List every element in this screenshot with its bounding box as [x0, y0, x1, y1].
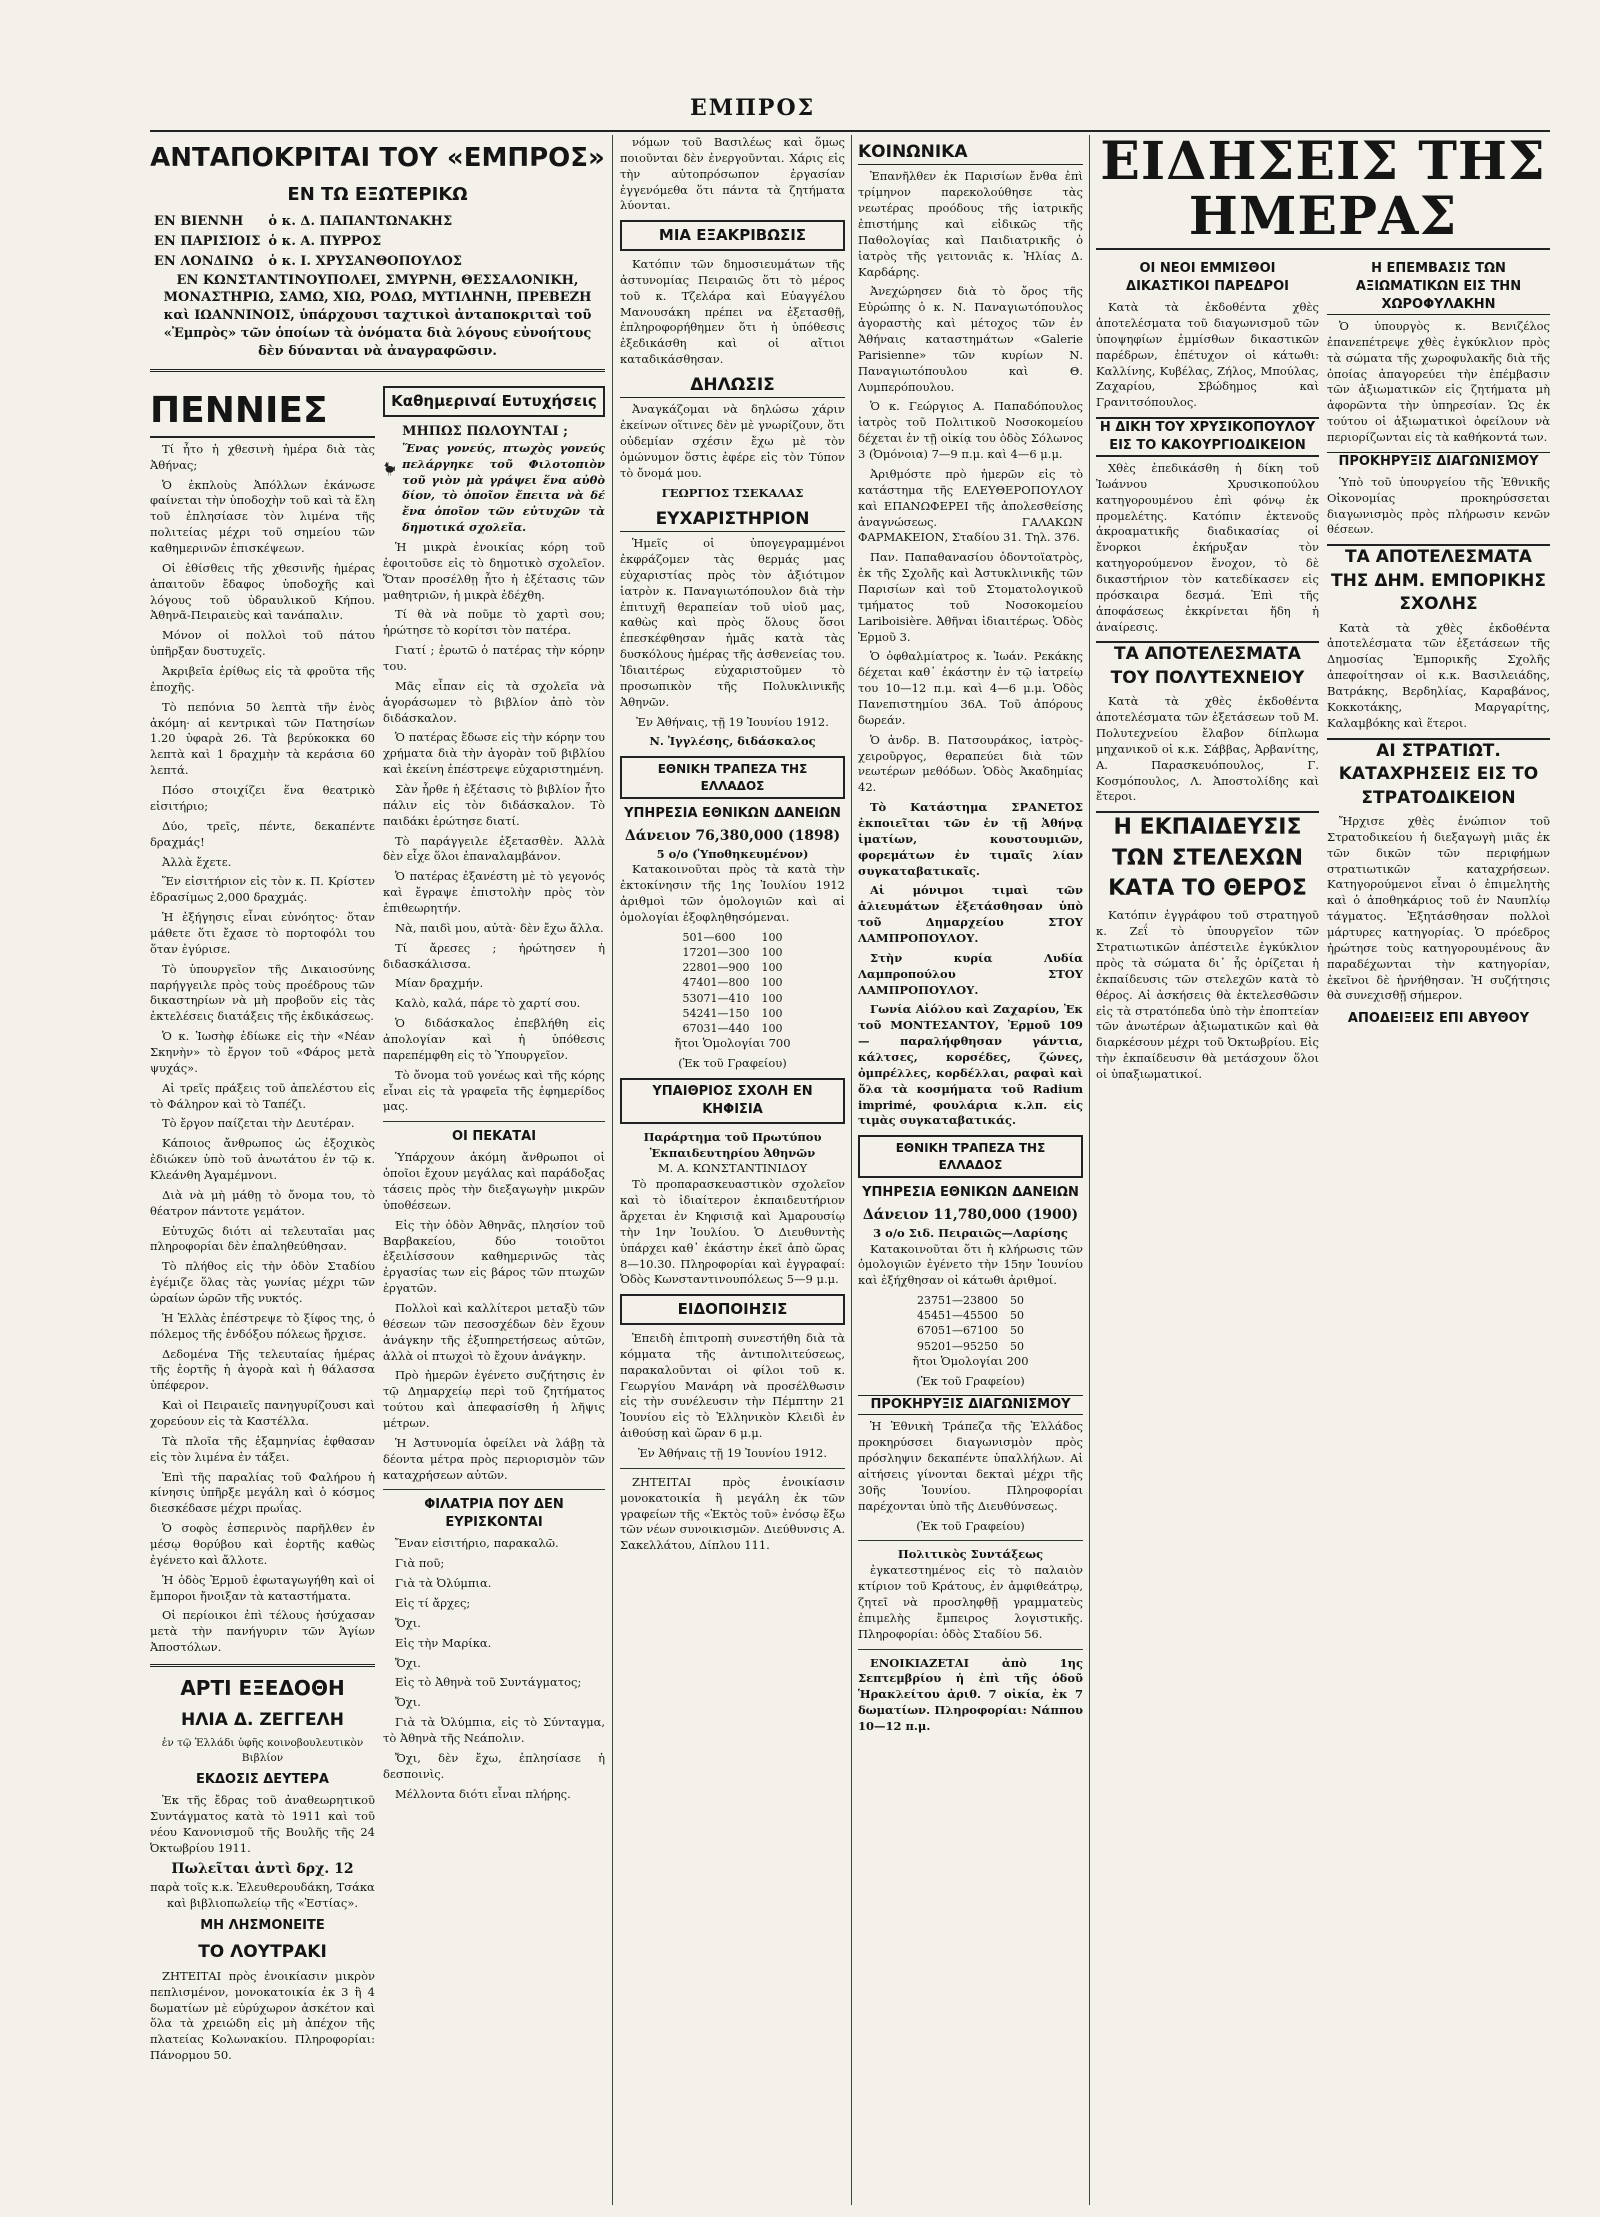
s9-title: ΑΠΟΔΕΙΞΕΙΣ ΕΠΙ ΑΒΥΘΟΥ [1347, 1011, 1530, 1027]
column-1 [150, 135, 605, 2205]
news-of-day-title: ΕΙΔΗΣΕΙΣ ΤΗΣ ΗΜΕΡΑΣ [1096, 135, 1550, 250]
s8-text: Ἤρχισε χθὲς ἐνώπιον τοῦ Στρατοδικείου ἡ διεξαγωγὴ μιᾶς ἐκ τῶν δικῶν τῶν περιφήμων στρατιωτικῶν καταχρήσεων. Κατηγορούμενοι εἶναι ὁ ἐπιμελητὴς καὶ ὁ ἀποθηκάριος τοῦ ἐν Ναυπλίῳ τάγματος. Ἐξητάσθησαν πολλοὶ μάρτυρες κατηγορίας. Ὁ πρόεδρος ἠρώτησε τοὺς κατηγορουμένους ἂν παραδέχωνται τὴν κατηγορίαν, ἐκεῖνοι δὲ ἠρνήθησαν. Ἡ συζήτησις θὰ συνεχισθῇ σήμερον. [1327, 813, 1550, 1003]
koinonika-item: Ὁ κ. Γεώργιος Α. Παπαδόπουλος ἰατρὸς τοῦ Πολιτικοῦ Νοσοκομείου δέχεται ἐν τῇ οἰκίᾳ του ὁδὸς Σόλωνος 3 (Ὀμόνοια) 7—9 π.μ. καὶ 4—6 μ.μ. [858, 399, 1083, 462]
pennies-para: Διὰ νὰ μὴ μάθῃ τὸ ὄνομα του, τὸ θέατρον πάντοτε γεμάτον. [150, 1187, 375, 1218]
s3-text: Κατὰ τὰ χθὲς ἐκδοθέντα ἀποτελέσματα τῶν ἐξετάσεων τοῦ Μ. Πολυτεχνείου ἔλαβον δίπλωμα μηχανικοῦ οἱ κ.κ. Σάββας, Ἀρβανίτης, Α. Παρασκευόπουλος, Γ. Κοσμόπουλος, Λ. Ἀποστολίδης καὶ ἕτεροι. [1096, 694, 1319, 804]
lot-range: 45451—45500 [917, 1309, 998, 1323]
efx-sign: Ν. Ἰγγλέσης, διδάσκαλος [649, 734, 816, 749]
lot-range: 67051—67100 [917, 1324, 998, 1338]
filatria-line: Ὄχι. [395, 1655, 421, 1670]
arti-shops: παρὰ τοῖς κ.κ. Ἐλευθερουδάκη, Τσάκα καὶ βιβλιοπωλείῳ τῆς «Ἑστίας». [150, 1879, 375, 1910]
s7-text: Κατὰ τὰ χθὲς ἐκδοθέντα ἀποτελέσματα τῶν ἐξετάσεων τῆς Δημοσίας Ἐμπορικῆς Σχολῆς ἀπεφοίτησαν οἱ κ.κ. Βασιλειάδης, Βατράκης, Βερδηλίας, Καραβάνος, Κοκκοτάκης, Μαργαρίτης, Καλαμβόκης καὶ ἕτεροι. [1327, 620, 1550, 730]
filatria-line: Ὄχι. [395, 1615, 421, 1630]
divider [383, 1121, 605, 1122]
koinonika-item: Ἀριθμόστε πρὸ ἡμερῶν εἰς τὸ κατάστημα τῆς ΕΛΕΥΘΕΡΟΠΟΥΛΟΥ καὶ ΕΠΑΝΩΦΕΡΕΙ τῆς ἀπολεσθείσης ἀναγνώσεως. ΓΑΛΑΚΩΝ ΦΑΡΜΑΚΕΙΟΝ, Σταδίου 31. Τηλ. 376. [858, 466, 1083, 545]
pennies-para: Τὸ ἔργον παίζεται τὴν Δευτέραν. [162, 1116, 355, 1131]
story-para: Ὁ διδάσκαλος ἐπεβλήθη εἰς ἀπολογίαν καὶ ἡ ὑπόθεσις παρεπέμφθη εἰς τὸ Ὑπουργεῖον. [383, 1016, 605, 1062]
pennies-para: Δεδομένα Τῆς τελευταίας ἡμέρας τῆς ἑορτῆς ἡ ἀγορὰ καὶ ἡ θάλασσα ὑπέφερον. [150, 1346, 375, 1393]
pennies-para: Τὸ πλήθος εἰς τὴν ὁδὸν Σταδίου ἐγέμιζε ὅλας τὰς γωνίας μέχρι τῶν ὡραίων ὡρῶν τῆς νυκτός. [150, 1259, 375, 1305]
pekatai-title: ΟΙ ΠΕΚΑΤΑΙ [451, 1129, 537, 1145]
col3-intro: νόμων τοῦ Βασιλέως καὶ ὅμως ποιοῦνται δὲν ἐνεργοῦνται. Χάρις εἰς τὴν αὐτοπρόσωπον ἐργασίαν ἐγγενόμεθα ὅτι πάντα τὰ ζητήματα λύονται. [620, 135, 845, 213]
col2-column [383, 380, 605, 2068]
lot-range: 23751—23800 [917, 1294, 998, 1308]
koinonika-item: Τὸ Κατάστημα ΣΡΑΝΕΤΟΣ ἐκποιεῖται τῶν ἐν τῇ Ἀθήνᾳ ἱματίων, κουστουμιῶν, φορεμάτων ἐν τιμαῖς λίαν συγκαταβατικαῖς. [858, 800, 1083, 878]
s5-title: Η ΕΠΕΜΒΑΣΙΣ ΤΩΝ ΑΞΙΩΜΑΤΙΚΩΝ ΕΙΣ ΤΗΝ ΧΩΡΟΦΥΛΑΚΗΝ [1327, 260, 1550, 315]
story-para: Τὸ ὄνομα τοῦ γονέως καὶ τῆς κόρης εἶναι εἰς τὰ γραφεῖα τῆς ἐφημερίδος μας. [383, 1067, 605, 1114]
lot-range: 501—600 [682, 930, 736, 944]
lot-row [677, 945, 789, 960]
lot-row [677, 960, 789, 975]
lot-amount: 50 [1010, 1294, 1024, 1308]
story-para: Ἡ μικρὰ ἐνοικίας κόρη τοῦ ἐφοιτοῦσε εἰς τὸ δημοτικὸ σχολεῖον. Ὅταν προσέλθῃ ἦτο ἡ ἐξέτασις τῶν μαθητριῶν, ἡ μικρὰ ἐδέχθη. [383, 539, 605, 602]
correspondent-row [150, 252, 466, 272]
lot-range: 53071—410 [682, 991, 750, 1005]
eidop-title: ΕΙΔΟΠΟΙΗΣΙΣ [620, 1294, 845, 1325]
story-para: Τί ἄρεσες ; ἠρώτησεν ἡ διδασκάλισσα. [383, 940, 605, 971]
filatria-line: Ὄχι, δὲν ἔχω, ἐπλησίασε ἡ δεσποινὶς. [383, 1750, 605, 1781]
bank2-text: Κατακοινοῦται ὅτι ἡ κλήρωσις τῶν ὁμολογιῶν ἐγένετο τὴν 15ην Ἰουνίου καὶ ἐξήχθησαν οἱ κάτωθι ἀριθμοί. [858, 1241, 1083, 1288]
pennies-para: Ἕν εἰσιτήριον εἰς τὸν κ. Π. Κρίστεν ἐδρασίμως 2,000 δραχμάς. [150, 874, 375, 905]
news-left [1096, 254, 1319, 1087]
pennies-para: Τὸ ὑπουργεῖον τῆς Δικαιοσύνης παρήγγειλε πρὸς τοὺς προέδρους τῶν δικαστηρίων νὰ μὴ προβοῦν εἰς τὰς ἐκτελέσεις διατάξεις τῆς ἐκδικάσεως. [150, 961, 375, 1024]
pekatai-para: Εἰς τὴν ὁδὸν Ἀθηνᾶς, πλησίον τοῦ Βαρβακείου, δύο τοιοῦτοι ἐξειλίσσουν καθημερινῶς τὰς ἐργασίας των εἰς βάρος τῶν πτωχῶν ἐργατῶν. [383, 1217, 605, 1296]
correspondent-row [150, 212, 466, 232]
divider [620, 1468, 845, 1469]
efx-title: ΕΥΧΑΡΙΣΤΗΡΙΟΝ [620, 508, 845, 532]
pennies-para: Δύο, τρεῖς, πέντε, δεκαπέντε δραχμάς! [150, 818, 375, 849]
bank-sub: ΥΠΗΡΕΣΙΑ ΕΘΝΙΚΩΝ ΔΑΝΕΙΩΝ [624, 806, 841, 822]
eidop-text: Ἐπειδὴ ἐπιτροπὴ συνεστήθη διὰ τὰ κόμματα τῆς ἀντιπολιτεύσεως, παρακαλοῦνται οἱ φίλοι τοῦ κ. Γεωργίου Μανάρη νὰ προσέλθωσιν εἰς τὴν συνέλευσιν τὴν Πέμπτην 21 Ἰουνίου εἰς τὸ Ἑλληνικὸν Κλειδὶ ἐν ἀιθούσῃ καὶ ὥραν 6 μ.μ. [620, 1330, 845, 1441]
pennies-para: Ἡ ὁδὸς Ἑρμοῦ ἐφωταγωγήθη καὶ οἱ ἔμποροι ἤνοιξαν τὰ καταστήματα. [150, 1572, 375, 1603]
koinonika-title: ΚΟΙΝΩΝΙΚΑ [858, 141, 1083, 165]
column-5 [1096, 135, 1550, 2205]
loutraki: ΤΟ ΛΟΥΤΡΑΚΙ [198, 1942, 327, 1963]
filatria-line: Εἰς τὴν Μαρίκα. [395, 1635, 492, 1650]
bank2-sub: ΥΠΗΡΕΣΙΑ ΕΘΝΙΚΩΝ ΔΑΝΕΙΩΝ [862, 1185, 1079, 1201]
zitei2-text: ΖΗΤΕΙΤΑΙ πρὸς ἐνοικίασιν μονοκατοικία ἢ μεγάλη ἐκ τῶν γραφείων τῆς «Ἐκτὸς τοῦ» ἐνόσῳ ἔξω τῶν νέων συνοικισμῶν. Διεύθυνσις Α. Σακελλάτου, Δίπλου 111. [620, 1474, 845, 1553]
story-quote: Ἕνας γονεύς, πτωχὸς γονεύς πελάργηκε τοῦ Φιλοτοπιὸν τοῦ γιὸν μὰ γράψει ἕνα αὐθὸ δίον, τὸ ὁποῖον ἔπειτα νὰ δέ ἔνα ὁποῖον τῶν εὐτυχῶν τὰ δημοτικά σχολεῖα. [402, 440, 605, 535]
daily-box-title: Καθημεριναί Ευτυχήσεις [383, 386, 605, 417]
pekatai-para: Ὑπάρχουν ἀκόμη ἄνθρωποι οἱ ὁποῖοι ἔχουν μεγάλας καὶ παράδοξας τάσεις πρὸς τὴν διεξαγωγὴν μικρῶν ὑποθέσεων. [383, 1150, 605, 1212]
bank2-total: ἤτοι Ὁμολογίαι 200 [912, 1353, 1029, 1368]
story-para: Ὁ πατέρας ἔδωσε εἰς τὴν κόρην του χρήματα διὰ τὴν ἀγορὰν τοῦ βιβλίου καὶ ἐκείνη ἐπέστρεψε εὐχαριστημένη. [383, 730, 605, 777]
s1-title: ΟΙ ΝΕΟΙ ΕΜΜΙΣΘΟΙ ΔΙΚΑΣΤΙΚΟΙ ΠΑΡΕΔΡΟΙ [1126, 261, 1289, 295]
col1-subcolumns [150, 380, 605, 2068]
pennies-para: Κάποιος ἄνθρωπος ὡς ἐξοχικὸς ἐδιώκεν ὑπὸ τοῦ ἀνωτάτου ἐν τῷ κ. Κλεάνθη Ἀγαμέμνονι. [150, 1136, 375, 1182]
divider [858, 1540, 1083, 1541]
lot-range: 22801—900 [682, 961, 750, 975]
lot-range: 17201—300 [682, 946, 750, 960]
pennies-title: ΠΕΝΝΙΕΣ [150, 386, 375, 438]
lot-range: 67031—440 [682, 1021, 750, 1035]
divider [383, 1489, 605, 1490]
efx-date: Ἐν Ἀθήναις, τῇ 19 Ἰουνίου 1912. [636, 714, 829, 729]
bank2-title: ΕΘΝΙΚΗ ΤΡΑΠΕΖΑ ΤΗΣ ΕΛΛΑΔΟΣ [858, 1135, 1083, 1178]
correspondent-name: ὁ κ. Α. ΠΥΡΡΟΣ [268, 233, 382, 249]
zitei-text: ΖΗΤΕΙΤΑΙ πρὸς ἐνοικίασιν μικρὸν πεπλισμένον, μονοκατοικία ἐκ 3 ἢ 4 δωματίων μὲ εὐρύχωρον ἀσκέτον καὶ ὅλα τὰ χρειώδη εἰς μὴ ἀπέχον τῆς πλατείας Κολωνακίου. Πληροφορίαι: Πάνορμου 50. [150, 1968, 375, 2063]
filatria-line: Εἰς τὸ Ἀθηνὰ τοῦ Συντάγματος; [395, 1675, 582, 1690]
dilosis-text: Ἀναγκάζομαι νὰ δηλώσω χάριν ἐκείνων οἵτινες δὲν μὲ γνωρίζουν, ὅτι οὐδεμίαν σχέσιν ἔχω μὲ τὸν ὁμώνυμον ὅστις ἐφέρε εἰς τὸν Τύπον τὸ ὄνομά μου. [620, 402, 845, 480]
pennies-para: Ἡ ἐξήγησις εἶναι εὐνόητος· ὅταν μάθετε ὅτι ἔχασε τὸ πορτοφόλι του ὅταν ἐγύρισε. [150, 910, 375, 956]
correspondents-note: ΕΝ ΚΩΝΣΤΑΝΤΙΝΟΥΠΟΛΕΙ, ΣΜΥΡΝΗ, ΘΕΣΣΑΛΟΝΙΚΗ, ΜΟΝΑΣΤΗΡΙΩ, ΣΑΜΩ, ΧΙΩ, ΡΟΔΩ, ΜΥΤΙΛΗΝΗ, ΠΡΕΒΕΖΗ καὶ ΙΩΑΝΝΙΝΟΙΣ, ὑπάρχουσι ταχτικοὶ ἀνταποκριταὶ τοῦ «Ἐμπρὸς» τῶν ὁποίων τὰ ὀνόματα διὰ λόγους εὐνοήτους δὲν δύνανται νὰ ἀναγραφῶσιν. [163, 272, 592, 360]
dilosis-sign: ΓΕΩΡΓΙΟΣ ΤΣΕΚΑΛΑΣ [661, 485, 804, 500]
filatria-line: Μέλλοντα διότι εἶναι πλήρης. [395, 1786, 571, 1801]
correspondents-table [150, 212, 466, 272]
story-para: Καλὸ, καλά, πάρε τὸ χαρτί σου. [395, 996, 581, 1011]
bank-loan2: 5 ο/ο (Ὑποθηκευμένον) [656, 846, 809, 861]
koinonika-item: Ἐπανῆλθεν ἐκ Παρισίων ἔνθα ἐπὶ τρίμηνον παρεκολούθησε τὰς νεωτέρας προόδους τῆς ἰατρικῆς ἐπιστήμης καὶ εἰδικῶς τῆς Παθολογίας καὶ Παιδιατρικῆς ὁ ἰατρὸς τῆς γειτονιᾶς κ. Ἠλίας Δ. Καρδάρης. [858, 169, 1083, 279]
lot-amount: 100 [761, 991, 783, 1005]
school-owner: Μ. Α. ΚΩΝΣΤΑΝΤΙΝΙΔΟΥ [657, 1161, 808, 1176]
filatria-title: ΦΙΛΑΤΡΙΑ ΠΟΥ ΔΕΝ ΕΥΡΙΣΚΟΝΤΑΙ [424, 1497, 564, 1531]
lot-amount: 100 [761, 961, 783, 975]
filatria-line: Εἰς τί ἄρχες; [395, 1595, 471, 1610]
pennies-para: Οἱ περίοικοι ἐπὶ τέλους ἡσύχασαν μετὰ τὴν πανήγυριν τῶν Ἁγίων Ἀποστόλων. [150, 1608, 375, 1655]
s1-text: Κατὰ τὰ ἐκδοθέντα χθὲς ἀποτελέσματα τοῦ διαγωνισμοῦ τῶν ὑποψηφίων ἐμμίσθων δικαστικῶν παρέδρων, ἐπέτυχον οἱ κάτωθι: Καλλίνης, Κυβέλας, Ζήλος, Μπούλας, Ζαχαρίου, Σβώδημος καὶ Γρανιτσόπουλος. [1096, 300, 1319, 410]
story-para: Μᾶς εἶπαν εἰς τὰ σχολεῖα νὰ ἀγοράσωμεν τὸ βιβλίον ἀπὸ τὸν διδάσκαλον. [383, 678, 605, 725]
s4-text: Κατόπιν ἐγγράφου τοῦ στρατηγοῦ κ. Ζεΐ τὸ ὑπουργεῖον τῶν Στρατιωτικῶν ἀπέστειλε ἐγκύκλιον πρὸς τὰ σώματα δι᾽ ἧς ὁρίζεται ἡ ἐκπαίδευσις τῶν στελεχῶν κατὰ τὸ θέρος. Αἱ ἀσκήσεις θὰ ἐκτελεσθῶσιν εἰς τὰ στρατόπεδα ὑπὸ τὴν ἐποπτείαν τῶν ἀνωτέρων ἀξιωματικῶν καὶ θὰ διαρκέσουν μέχρι τοῦ Ὀκτωβρίου. Εἰς τὴν ἐκπαίδευσιν θὰ μετάσχουν ὅλοι οἱ ὑπαξιωματικοί. [1096, 908, 1319, 1081]
correspondents-title: ΑΝΤΑΠΟΚΡΙΤΑΙ ΤΟΥ «ΕΜΠΡΟΣ» [150, 143, 605, 173]
bank-text: Κατακοινοῦται πρὸς τὰ κατὰ τὴν ἐκτοκίνησιν τῆς 1ης Ἰουλίου 1912 ἀριθμοὶ τῶν ὁμολογιῶν καὶ αἱ ὁμολογίαι ἐξοφληθησόμεναι. [620, 862, 845, 925]
pennies-para: Ἀκριβεῖα ἐρίθως εἰς τὰ φροῦτα τῆς ἐποχῆς. [150, 664, 375, 694]
pennies-para: Ἀλλὰ ἔχετε. [162, 854, 232, 869]
koinonika-item: Ἀνεχώρησεν διὰ τὸ ὄρος τῆς Εὐρώπης ὁ κ. Ν. Παναγιωτόπουλος ἀγοραστὴς καὶ μέτοχος τῶν ἐν Ἀθήναις καταστημάτων «Galerie Parisienne» τῶν κυρίων Ν. Παναγιωτόπουλου καὶ Θ. Λυμπερόπουλου. [858, 284, 1083, 394]
synt-title: Πολιτικὸς Συντάξεως [897, 1547, 1044, 1562]
bank2-note: (Ἐκ τοῦ Γραφείου) [916, 1373, 1025, 1388]
column-divider [612, 135, 613, 2205]
filatria-line: Ἔναν εἰσιτήριο, παρακαλῶ. [395, 1536, 559, 1551]
koinonika-item: Γωνία Αἰόλου καὶ Ζαχαρίου, Ἐκ τοῦ ΜΟΝΤΕΣΑΝΤΟΥ, Ἐρμοῦ 109 — παραλήφθησαν γάντια, κάλτσες, κορσέδες, ζώνες, ὀμπρέλλες, κορδέλλαι, ραφαὶ καὶ ὅλα τὰ κοσμήματα τοῦ Radium imprimé, φουλάρια κ.λπ. εἰς τιμὰς συγκαταβατικάς. [858, 1002, 1083, 1128]
lot-amount: 100 [761, 976, 783, 990]
divider [150, 369, 605, 372]
contest-text: Ἡ Ἐθνικὴ Τράπεζα τῆς Ἑλλάδος προκηρύσσει διαγωνισμὸν πρὸς πρόσληψιν δεκαπέντε ὑπαλλήλων. Αἱ αἰτήσεις γίνονται δεκταὶ μέχρι τῆς 30ῆς Ἰουνίου. Πληροφορίαι παρέχονται ὑπὸ τῆς Διευθύνσεως. [858, 1419, 1083, 1513]
column-3 [620, 135, 845, 2205]
correspondent-name: ὁ κ. Δ. ΠΑΠΑΝΤΩΝΑΚΗΣ [268, 213, 453, 229]
arti-text: ἐν τῷ Ἑλλάδι ὑφῆς κοινοβουλευτικὸν Βιβλίον [161, 1737, 364, 1764]
story-intro: ΜΗΠΩΣ ΠΩΛΟΥΝΤΑΙ ; [402, 423, 568, 439]
arti-desc: Ἐκ τῆς ἔδρας τοῦ ἀναθεωρητικοῦ Συντάγματος κατὰ τὸ 1911 καὶ τοῦ νέου Κανονισμοῦ τῆς Βουλῆς τῆς 24 Ὀκτωβρίου 1911. [150, 1792, 375, 1855]
pekatai-para: Πρὸ ἡμερῶν ἐγένετο συζήτησις ἐν τῷ Δημαρχείῳ περὶ τοῦ ζητήματος τούτου καὶ ἀπεφασίσθη ἡ λῆψις μέτρων. [383, 1368, 605, 1431]
lot-row [677, 1006, 789, 1021]
lot-row [677, 975, 789, 990]
contest-note: (Ἐκ τοῦ Γραφείου) [916, 1518, 1025, 1533]
s7-title: ΤΑ ΑΠΟΤΕΛΕΣΜΑΤΑ ΤΗΣ ΔΗΜ. ΕΜΠΟΡΙΚΗΣ ΣΧΟΛΗΣ [1327, 544, 1550, 616]
lot-row [677, 930, 789, 945]
news-right [1327, 254, 1550, 1087]
s2-title: Η ΔΙΚΗ ΤΟΥ ΧΡΥΣΙΚΟΠΟΥΛΟΥ ΕΙΣ ΤΟ ΚΑΚΟΥΡΓΙΟΔΙΚΕΙΟΝ [1096, 417, 1319, 457]
pennies-para: Ὁ κ. Ἰωσὴφ ἐδίωκε εἰς τὴν «Νέαν Σκηνὴν» τὸ ἔργον τοῦ «Φάρος μετὰ ψυχάς». [150, 1029, 375, 1075]
pennies-para: Τὸ πεπόνια 50 λεπτὰ τῆν ἑνὸς ἀκόμη· αἱ κεντρικαὶ τῶν Πατησίων 1.20 ὑφαρὰ 26. Τὰ βερύκοκκα 60 λεπτὰ καὶ 1 δραχμὴν τὰ κεράσια 60 λεπτά. [150, 699, 375, 778]
pennies-para: Οἱ ἐθίσθεις τῆς χθεσινῆς ἡμέρας ἀπαιτοῦν ἔδαφος ὑποδοχῆς καὶ λόγους τοῦ ὑδραυλικοῦ Κήπου. Ἀθηνᾶ-Πειραιεὺς καὶ τανάπαλιν. [150, 560, 375, 623]
pennies-para: Εὐτυχῶς διότι αἱ τελευταῖαι μας πληροφορίαι δὲν ἐπαληθεύθησαν. [150, 1223, 375, 1254]
pennies-para: Ὁ σοφὸς ἐσπερινὸς παρῆλθεν ἐν μέσῳ θορύβου καὶ ἑορτῆς καθὼς ἐγένετο καὶ ἄλλοτε. [150, 1521, 375, 1567]
koinonika-item: Αἱ μόνιμοι τιμαὶ τῶν ἁλιευμάτων ἐξετάσθησαν ὑπὸ τοῦ Δημαρχείου ΣΤΟΥ ΛΑΜΠΡΟΠΟΥΛΟΥ. [858, 883, 1083, 945]
lot-row [911, 1323, 1030, 1338]
contest-title: ΠΡΟΚΗΡΥΞΙΣ ΔΙΑΓΩΝΙΣΜΟΥ [858, 1395, 1083, 1415]
s6-title: ΠΡΟΚΗΡΥΞΙΣ ΔΙΑΓΩΝΙΣΜΟΥ [1327, 452, 1550, 471]
pennies-para: Τὰ πλοῖα τῆς ἐξαμηνίας ἐφθασαν εἰς τὸν λιμένα ἐν τάξει. [150, 1433, 375, 1464]
lot-amount: 50 [1010, 1339, 1024, 1353]
news-subcolumns [1096, 254, 1550, 1087]
story-para: Γιατί ; ἐρωτῶ ὁ πατέρας τὴν κόρην του. [383, 643, 605, 673]
s5-text: Ὁ ὑπουργὸς κ. Βενιζέλος ἐπανεπέτρεψε χθὲς ἐγκύκλιον πρὸς τὰ σώματα τῆς χωροφυλακῆς διὰ τῆς ὁποίας ἀπαγορεύει τὴν ἐπέμβασιν τῶν ἀξιωματικῶν εἰς ζητήματα μὴ ἀφορῶντα τὴν ὑπηρεσίαν. Ὡς ἐκ τούτου οἱ ἀξιωματικοὶ ὀφείλουν νὰ περιορίζωνται εἰς τὰ καθήκοντά των. [1327, 319, 1550, 445]
bank2-loan2: 3 ο/ο Σιδ. Πειραιῶς—Λαρίσης [873, 1225, 1068, 1240]
bank-title: ΕΘΝΙΚΗ ΤΡΑΠΕΖΑ ΤΗΣ ΕΛΛΑΔΟΣ [620, 756, 845, 799]
arti-edition: ΕΚΔΟΣΙΣ ΔΕΥΤΕΡΑ [196, 1772, 329, 1788]
lot-amount: 50 [1010, 1324, 1024, 1338]
column-divider [851, 135, 852, 2205]
mia-text: Κατόπιν τῶν δημοσιευμάτων τῆς ἀστυνομίας Πειραιῶς ὅτι τὸ μέρος τοῦ κ. Τζελάρα καὶ Εὐαγγέλου Μανουσάκη πρέπει να ἐξετασθῇ, ἐπληροφορήθημεν ὅτι ἡ ὑπόθεσις ἐξεδικάσθη καὶ οἱ αἴτιοι καταδικάσθησαν. [620, 256, 845, 367]
s2-text: Χθὲς ἐπεδικάσθη ἡ δίκη τοῦ Ἰωάννου Χρυσικοπούλου κατηγορουμένου ἐπὶ φόνῳ ἐκ προμελέτης. Κατόπιν ἐκτενοῦς ἀκροαματικῆς διαδικασίας οἱ ἔνορκοι ἐκήρυξαν τὸν κατηγορούμενον ἔνοχον, τὸ δὲ δικαστήριον τὸν κατεδίκασεν εἰς πρόσκαιρα δεσμά. Ἐπὶ τῆς ἀποφάσεως ἐκκρίνεται ἤδη ἡ ἀναίρεσις. [1096, 460, 1319, 634]
mia-title: ΜΙΑ ΕΞΑΚΡΙΒΩΣΙΣ [620, 220, 845, 251]
pennies-para: Μόνον οἱ πολλοὶ τοῦ πάτου ὑπῆρξαν δυστυχεῖς. [150, 628, 375, 659]
lot-row [677, 991, 789, 1006]
pennies-para: Ὁ ἐκπλοὺς Ἀπόλλων ἐκάνωσε φαίνεται τὴν ὑποδοχὴν τοῦ καὶ τὰ ἔλη τοῦ ἐπλησίασε τὸν λιμένα τῆς πολιτείας μέχρι τοῦ σημείου τῶν καθημερινῶν ἐπισκέψεων. [150, 477, 375, 556]
divider [858, 1649, 1083, 1650]
pennies-para: Ἡ Ἑλλὰς ἐπέστρεψε τὸ ξίφος της, ὁ πόλεμος τῆς ἐνδόξου πόλεως ἤρχισε. [150, 1310, 375, 1341]
dilosis-title: ΔΗΛΩΣΙΣ [620, 374, 845, 398]
s8-title: ΑΙ ΣΤΡΑΤΙΩΤ. ΚΑΤΑΧΡΗΣΕΙΣ ΕΙΣ ΤΟ ΣΤΡΑΤΟΔΙΚΕΙΟΝ [1327, 738, 1550, 810]
school-title: ΥΠΑΙΘΡΙΟΣ ΣΧΟΛΗ ΕΝ ΚΗΦΙΣΙΑ [620, 1078, 845, 1124]
koinonika-item: Ὁ ἀνδρ. Β. Πατσουράκος, ἰατρὸς-χειροῦργος, θεραπεύει διὰ τῶν νεωτέρων μεθόδων. Ὁδὸς Ἀκαδημίας 42. [858, 732, 1083, 795]
story-para: Τί θὰ νὰ ποῦμε τὸ χαρτὶ σου; ἠρώτησε τὸ κορίτσι τὸν πατέρα. [383, 607, 605, 638]
bank2-lot-table [911, 1293, 1030, 1354]
school-text: Τὸ προπαρασκευαστικὸν σχολεῖον καὶ τὸ ἰδιαίτερον ἐκπαιδευτήριον ἄρχεται ἐν Κηφισιᾷ καὶ Ἀμαρουσίῳ τὴν 1ην Ἰουλίου. Ὁ Διευθυντὴς ὑπάρχει καθ᾽ ἑκάστην ἐκεῖ ἀπὸ ὥρας 8—10.30. Πληροφορίαι καὶ ἐγγραφαί: Ὁδὸς Κωνσταντινουπόλεως 5—9 μ.μ. [620, 1177, 845, 1287]
story-para: Μίαν δραχμήν. [395, 976, 484, 991]
lot-amount: 100 [761, 930, 783, 944]
filatria-line: Γιὰ τὰ Ὀλύμπια. [395, 1576, 492, 1591]
pekatai-para: Ἡ Ἀστυνομία ὀφείλει νὰ λάβῃ τὰ δέοντα μέτρα πρὸς περιορισμὸν τῶν καταχρήσεων αὐτῶν. [383, 1435, 605, 1482]
correspondent-city: ΕΝ ΒΙΕΝΝΗ [154, 213, 244, 229]
lot-row [911, 1339, 1030, 1354]
efx-text: Ἡμεῖς οἱ ὑπογεγραμμένοι ἐκφράζομεν τὰς θερμάς μας εὐχαριστίας πρὸς τὸν ἀξιότιμον ἰατρὸν κ. Παναγιωτόπουλον διὰ τὴν ἐπιτυχῆ θεραπείαν τοῦ υἱοῦ μας, καθὼς καὶ πρὸς ὅλους ὅσοι ἐπεσκέφθησαν ἡμᾶς κατὰ τὰς δυσκόλους ἡμέρας τῆς ἀσθενείας του. Ἰδιαιτέρως εὐχαριστοῦμεν τὸ προσωπικὸν τῆς Πολυκλινικῆς Ἀθηνῶν. [620, 536, 845, 709]
arti-price: Πωλεῖται ἀντὶ δρχ. 12 [171, 1861, 354, 1878]
pekatai-para: Πολλοὶ καὶ καλλίτεροι μεταξὺ τῶν θέσεων τῶν πεσοσχέδων δὲν ἔχουν ἀνάγκην τῆς ἐξυπηρετήσεως αὐτῶν, ἀλλὰ οἱ πτωχοὶ τὸ ἔχουν ἀνάγκην. [383, 1301, 605, 1363]
lot-range: 95201—95250 [917, 1339, 998, 1353]
pennies-para: Τί ἦτο ἡ χθεσινὴ ἡμέρα διὰ τὰς Ἀθήνας; [150, 441, 375, 472]
correspondents-subtitle: ΕΝ ΤΩ ΕΞΩΤΕΡΙΚΩ [287, 183, 468, 205]
s6-text: Ὑπὸ τοῦ ὑπουργείου τῆς Ἐθνικῆς Οἰκονομίας προκηρύσσεται διαγωνισμὸς πρὸς πλήρωσιν κενῶν θέσεων. [1327, 474, 1550, 537]
correspondent-city: ΕΝ ΛΟΝΔΙΝΩ [154, 253, 254, 269]
lot-row [677, 1021, 789, 1036]
lot-amount: 100 [761, 1021, 783, 1035]
s4-title: Η ΕΚΠΑΙΔΕΥΣΙΣ ΤΩΝ ΣΤΕΛΕΧΩΝ ΚΑΤΑ ΤΟ ΘΕΡΟΣ [1096, 811, 1319, 904]
lot-amount: 100 [761, 1006, 783, 1020]
lot-amount: 50 [1010, 1309, 1024, 1323]
masthead [0, 0, 1600, 120]
correspondent-name: ὁ κ. Ι. ΧΡΥΣΑΝΘΟΠΟΥΛΟΣ [268, 253, 462, 269]
lot-range: 54241—150 [682, 1006, 750, 1020]
synt-text: ἐγκατεστημένος εἰς τὸ παλαιὸν κτίριον τοῦ Κράτους, ἐν ἀμφιθεάτρῳ, ζητεῖ νὰ προσληφθῇ γραμματεὺς ἐπιμελὴς ἔμπειρος λογιστικῆς. Πληροφορίαι: ὁδὸς Σταδίου 56. [858, 1563, 1083, 1641]
lot-row [911, 1308, 1030, 1323]
s3-title: ΤΑ ΑΠΟΤΕΛΕΣΜΑΤΑ ΤΟΥ ΠΟΛΥΤΕΧΝΕΙΟΥ [1096, 641, 1319, 690]
koinonika-item: Παν. Παπαθανασίου ὀδοντοϊατρὸς, ἐκ τῆς Σχολῆς καὶ Ἀστυκλινικῆς τῶν Παρισίων καὶ τοῦ Στοματολογικοῦ τμήματος τοῦ Νοσοκομείου Lariboisière. Ἀθῆναι ἰδιαιτέρως. Ὁδὸς Ἐρμοῦ 3. [858, 550, 1083, 644]
filatria-line: Ὄχι. [395, 1695, 421, 1710]
eidop-date: Ἐν Ἀθήναις τῇ 19 Ἰουνίου 1912. [637, 1445, 828, 1460]
dont-forget: ΜΗ ΛΗΣΜΟΝΕΙΤΕ [200, 1918, 325, 1934]
pennies-para: Ἐπὶ τῆς παραλίας τοῦ Φαλήρου ἡ κίνησις ὑπῆρξε μεγάλη καὶ ὁ κόσμος διεσκέδασε μέχρι πρωΐας. [150, 1469, 375, 1516]
arti-author: ΗΛΙΑ Δ. ΖΕΓΓΕΛΗ [181, 1709, 344, 1730]
lot-row [911, 1293, 1030, 1308]
arti-title: ΑΡΤΙ ΕΞΕΔΟΘΗ [180, 1676, 345, 1701]
bank-lot-table [677, 930, 789, 1036]
story-para: Ὁ πατέρας ἐξανέστη μὲ τὸ γεγονός καὶ ἔγραψε ἐπιστολὴν πρὸς τὸν ἐπιθεωρητήν. [383, 869, 605, 916]
pennies-para: Πόσο στοιχίζει ἕνα θεατρικὸ εἰσιτήριο; [150, 783, 375, 813]
pennies-column [150, 380, 375, 2068]
correspondent-city: ΕΝ ΠΑΡΙΣΙΟΙΣ [154, 233, 261, 249]
story-para: Τὸ παράγγειλε ἐξετασθὲν. Ἀλλὰ δὲν εἶχε ὅλοι ἐπαναλαμβάνον. [383, 833, 605, 864]
story-head [383, 423, 605, 540]
bank-note: (Ἐκ τοῦ Γραφείου) [678, 1055, 787, 1070]
divider [150, 1664, 375, 1667]
rooster-illustration [383, 423, 396, 513]
koinonika-item: Στὴν κυρία Λυδία Λαμπροπούλου ΣΤΟΥ ΛΑΜΠΡΟΠΟΥΛΟΥ. [858, 950, 1083, 997]
newspaper-name: ΕΜΠΡΟΣ [690, 95, 816, 121]
correspondent-row [150, 232, 466, 252]
koinonika-item: Ὁ ὀφθαλμίατρος κ. Ἰωάν. Ρεκάκης δέχεται καθ᾽ ἑκάστην ἐν τῷ ἰατρείῳ του 10—12 π.μ. καὶ 4—6 μ.μ. Ὁδὸς Πανεπιστημίου 36Α. Τοῦ ἀπόρους δωρεάν. [858, 649, 1083, 727]
school-sub: Παράρτημα τοῦ Πρωτύπου Ἐκπαιδευτηρίου Ἀθηνῶν [643, 1129, 822, 1160]
bank-loan: Δάνειον 76,380,000 (1898) [624, 828, 841, 845]
story-para: Νὰ, παιδὶ μου, αὐτὰ· δὲν ἔχω ἄλλα. [395, 920, 604, 935]
masthead-rule [150, 130, 1550, 132]
rent-text: ΕΝΟΙΚΙΑΖΕΤΑΙ ἀπὸ 1ης Σεπτεμβρίου ἡ ἐπὶ τῆς ὁδοῦ Ἡρακλείτου ἀριθ. 7 οἰκία, ἐκ 7 δωματίων. Πληροφορίαι: Νάππου 10—12 π.μ. [858, 1655, 1083, 1734]
bank2-loan: Δάνειον 11,780,000 (1900) [862, 1207, 1079, 1224]
lot-range: 47401—800 [682, 976, 750, 990]
filatria-line: Γιὰ ποῦ; [395, 1556, 445, 1571]
pennies-para: Καὶ οἱ Πειραιεῖς πανηγυρίζουσι καὶ χορεύουν εἰς τὰ Καστέλλα. [150, 1398, 375, 1428]
pennies-para: Αἱ τρεῖς πράξεις τοῦ ἀπελέστου εἰς τὸ Φάληρον καὶ τὸ Ταπέζι. [150, 1080, 375, 1111]
column-divider [1089, 135, 1090, 2205]
lot-amount: 100 [761, 946, 783, 960]
column-4 [858, 135, 1083, 2205]
filatria-line: Γιὰ τὰ Ὀλύμπια, εἰς τὸ Σύνταγμα, τὸ Ἀθηνὰ τῆς Νεάπολιν. [383, 1715, 605, 1745]
story-para: Σὰν ἦρθε ἡ ἐξέτασις τὸ βιβλίον ἦτο πάλιν εἰς τὸν διδάσκαλον. Τὸ παιδάκι ἐρώτησε διατί. [383, 782, 605, 828]
bank-total: ἤτοι Ὁμολογίαι 700 [674, 1036, 791, 1051]
